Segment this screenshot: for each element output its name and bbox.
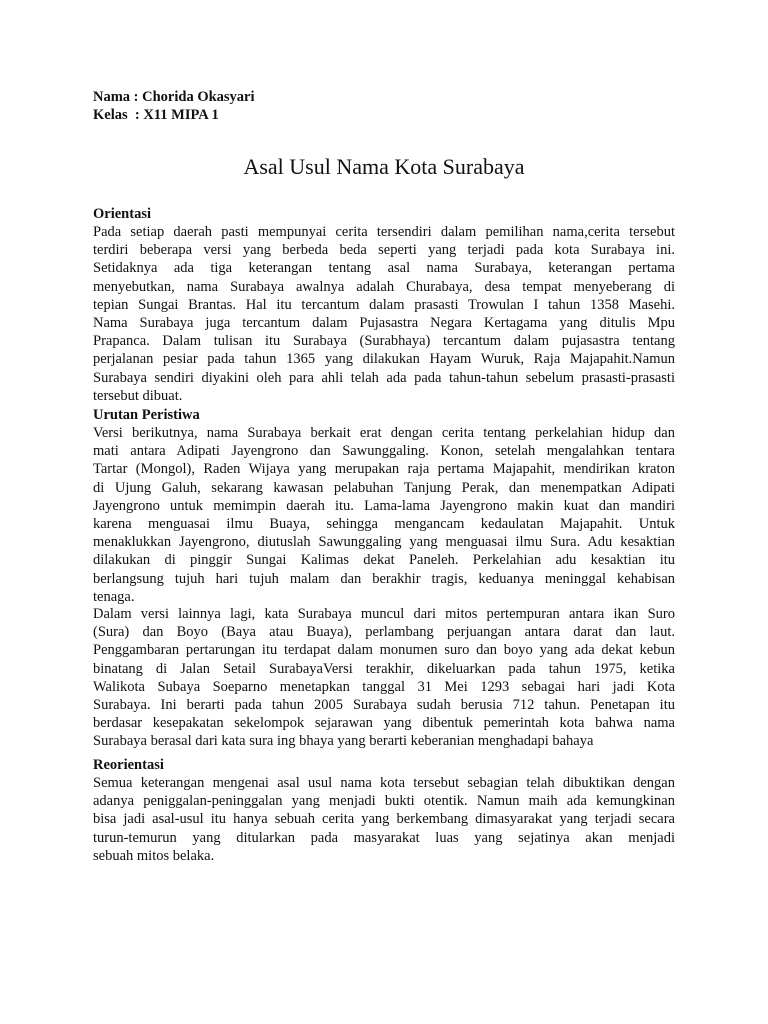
text-line: dilakukan di pinggir Sungai Kalimas dekat Paneleh. Perkelahian adu kesaktian itu (93, 552, 675, 569)
paragraph-reorientasi (93, 774, 675, 865)
student-name-line: Nama : Chorida Okasyari (93, 89, 255, 105)
text-line: bisa jadi asal-usul itu hanya sebuah cerita yang berkembang dimasyarakat yang terjadi secara (93, 811, 675, 828)
section-heading-urutan-peristiwa: Urutan Peristiwa (93, 407, 200, 423)
text-line: adanya peniggalan-peninggalan yang menjadi bukti otentik. Namun maih ada kemungkinan (93, 793, 675, 810)
paragraph-orientasi (93, 223, 675, 405)
text-line: tenaga. (93, 588, 135, 605)
text-line: Surabaya. Ini berarti pada tahun 2005 Surabaya sudah berusia 712 tahun. Penetapan itu (93, 697, 675, 714)
text-line: binatang di Jalan Setail SurabayaVersi terakhir, dikeluarkan pada tahun 1975, ketika (93, 660, 675, 677)
text-line: menyebutkan, nama Surabaya awalnya adalah Churabaya, desa tempat menyeberang di (93, 278, 675, 295)
text-line: tersebut dibuat. (93, 387, 183, 404)
text-line: Walikota Subaya Soeparno menetapkan tanggal 31 Mei 1293 sebagai hari jadi Kota (93, 678, 675, 695)
text-line: menaklukkan Jayengrono, diutuslah Sawunggaling yang menguasai ilmu Sura. Adu kesaktian (93, 534, 675, 551)
paragraph-urutan-peristiwa-2 (93, 605, 675, 751)
text-line: di Ujung Galuh, sekarang kawasan pelabuhan Tanjung Perak, dan menempatkan Adipati (93, 479, 675, 496)
section-reorientasi (93, 756, 675, 865)
text-line: Surabaya berasal dari kata sura ing bhaya yang berarti keberanian menghadapi bahaya (93, 733, 594, 750)
text-line: tepian Sungai Brantas. Hal itu tercantum dalam prasasti Trowulan I tahun 1358 Masehi. (93, 296, 675, 313)
paragraph-body (93, 605, 675, 751)
text-line: Penggambaran pertarungan itu terdapat dalam monumen suro dan boyo yang ada dekat kebun (93, 642, 675, 659)
text-line: perjalanan pesiar pada tahun 1365 yang dilakukan Hayam Wuruk, Raja Majapahit.Namun (93, 351, 675, 368)
text-line: Pada setiap daerah pasti mempunyai cerita tersendiri dalam pemilihan nama,cerita tersebut (93, 224, 675, 240)
paragraph-urutan-peristiwa-1 (93, 424, 675, 606)
text-line: sebuah mitos belaka. (93, 847, 215, 864)
text-line: Dalam versi lainnya lagi, kata Surabaya muncul dari mitos pertempuran antara ikan Suro (93, 606, 675, 622)
text-line: Prapanca. Dalam tulisan itu Surabaya (Surabhaya) tercantum dalam pujasastra tentang (93, 333, 675, 350)
text-line: Tartar (Mongol), Raden Wijaya yang merupakan raja pertama Majapahit, mendirikan kraton (93, 461, 675, 478)
student-info (93, 88, 255, 124)
text-line: mati antara Adipati Jayengrono dan Sawunggaling. Konon, setelah mengalahkan tentara (93, 443, 675, 460)
student-class-line: Kelas : X11 MIPA 1 (93, 107, 219, 123)
text-line: berlangsung tujuh hari tujuh malam dan berakhir tragis, keduanya meninggal kehabisan (93, 570, 675, 587)
text-line: karena menguasai ilmu Buaya, sehingga mengancam kedaulatan Majapahit. Untuk (93, 516, 675, 533)
section-orientasi (93, 205, 675, 405)
text-line: berdasar kesepakatan sekelompok sejarawan yang dibentuk pemerintah kota bahwa nama (93, 715, 675, 732)
text-line: (Sura) dan Boyo (Baya atau Buaya), perlambang perjuangan antara darat dan laut. (93, 624, 675, 641)
text-line: terdiri beberapa versi yang berbeda beda seperti yang terjadi pada kota Surabaya ini. (93, 242, 675, 259)
text-line: Jayengrono untuk memimpin daerah itu. Lama-lama Jayengrono makin kuat dan mandiri (93, 497, 675, 514)
document-title: Asal Usul Nama Kota Surabaya (243, 154, 525, 179)
text-line: Nama Surabaya juga tercantum dalam Pujasastra Negara Kertagama yang ditulis Mpu (93, 315, 675, 332)
text-line: Surabaya sendiri diyakini oleh para ahli telah ada pada tahun-tahun sebelum prasasti-prasasti (93, 369, 675, 386)
text-line: Setidaknya ada tiga keterangan tentang asal nama Surabaya, keterangan pertama (93, 260, 675, 277)
section-heading-reorientasi: Reorientasi (93, 757, 164, 773)
section-urutan-peristiwa (93, 406, 675, 606)
text-line: Versi berikutnya, nama Surabaya berkait erat dengan cerita tentang perkelahian hidup dan (93, 425, 675, 441)
text-line: turun-temurun yang ditularkan pada masyarakat luas yang sejatinya akan menjadi (93, 829, 675, 846)
section-heading-orientasi: Orientasi (93, 206, 151, 222)
text-line: Semua keterangan mengenai asal usul nama kota tersebut sebagian telah dibuktikan dengan (93, 775, 675, 791)
